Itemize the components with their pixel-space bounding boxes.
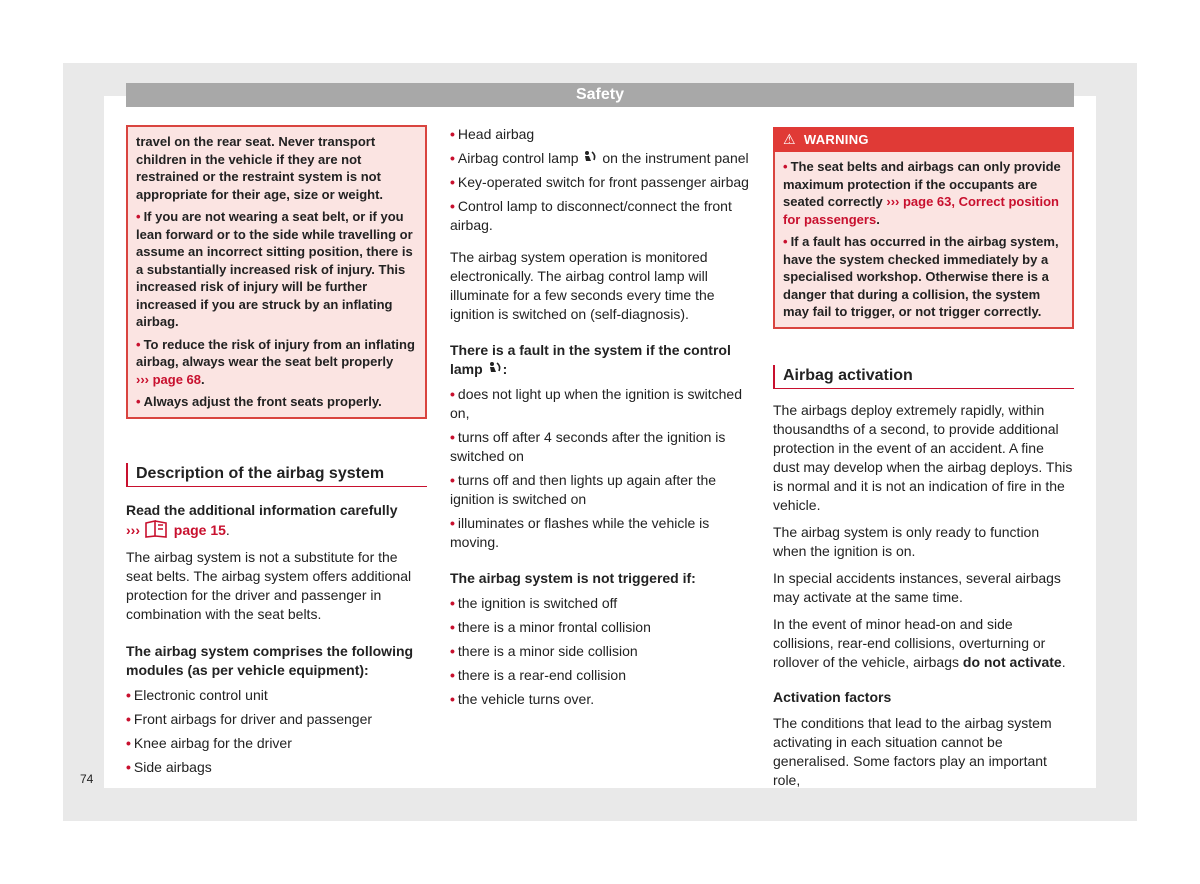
warning-header: ⚠ WARNING (773, 127, 1074, 152)
list-item: • Knee airbag for the driver (126, 734, 292, 751)
bullet-icon: • (450, 595, 455, 611)
warning-text: travel on the rear seat. Never transport children in the vehicle if they are not restrained or the restraint system is not appropriate for their age, size or weight. (136, 134, 384, 202)
warning-item: • To reduce the risk of injury from an inflating airbag, always wear the seat belt properly ››› page 68. (136, 336, 415, 387)
book-icon (144, 520, 170, 538)
paragraph: In the event of minor head-on and side collisions, rear-end collisions, overturning or rollover of the vehicle, airbags do not activate. (773, 615, 1066, 670)
list-item: • there is a minor side collision (450, 643, 638, 659)
bullet-icon: • (450, 619, 455, 635)
bullet-icon: • (783, 159, 788, 174)
paragraph: The airbag system is only ready to function when the ignition is on. (773, 523, 1040, 559)
fault-heading: There is a fault in the system if the control lamp : (450, 342, 731, 377)
bullet-icon: • (450, 126, 455, 142)
warning-item: • The seat belts and airbags can only provide maximum protection if the occupants are seated correctly ››› page 63, Correct position for passengers. (783, 159, 1061, 227)
paragraph: The conditions that lead to the airbag system activating in each situation cannot be generalised. Some factors play an important role, (773, 714, 1052, 788)
list-item: • Airbag control lamp on the instrument panel (450, 150, 749, 166)
arrows-icon: ››› (126, 521, 140, 538)
warning-continuation-box (126, 125, 427, 419)
bullet-icon: • (126, 758, 131, 775)
bullet-icon: • (126, 734, 131, 751)
list-item: • Front airbags for driver and passenger (126, 710, 373, 727)
activation-factors-heading: Activation factors (773, 688, 892, 705)
list-item: • the vehicle turns over. (450, 691, 595, 707)
not-triggered-heading: The airbag system is not triggered if: (450, 570, 696, 586)
read-info-link-line: ››› page 15. (126, 521, 230, 538)
list-item: • Key-operated switch for front passenger airbag (450, 174, 749, 190)
page-link[interactable]: ››› page 63, Correct position for passengers (783, 194, 1059, 227)
list-item: • there is a minor frontal collision (450, 619, 651, 635)
read-info-heading: Read the additional information carefully (126, 501, 398, 518)
list-item: • does not light up when the ignition is switched on, (450, 386, 742, 421)
warning-box (773, 152, 1074, 329)
airbag-lamp-icon (582, 150, 598, 164)
section-title-activation: Airbag activation (773, 365, 1074, 389)
list-item: • turns off and then lights up again after the ignition is switched on (450, 472, 717, 507)
modules-heading: The airbag system comprises the following modules (as per vehicle equipment): (126, 642, 414, 678)
bullet-icon: • (450, 472, 455, 488)
bullet-icon: • (136, 336, 141, 352)
warning-triangle-icon: ⚠ (783, 131, 796, 147)
bullet-icon: • (450, 174, 455, 190)
bullet-icon: • (450, 667, 455, 683)
list-item: • Electronic control unit (126, 686, 268, 703)
airbag-lamp-icon (487, 361, 503, 375)
paragraph: The airbags deploy extremely rapidly, within thousandths of a second, to provide additional protection in the event of an accident. A fine dust may develop when the airbag deploys. This is normal and it is not an indication of fire in the vehicle. (773, 401, 1073, 513)
section-title-description: Description of the airbag system (126, 463, 427, 487)
list-item: • Side airbags (126, 758, 212, 775)
section-header: Safety (126, 83, 1074, 107)
page-number: 74 (80, 772, 94, 786)
list-item: • illuminates or flashes while the vehicle is moving. (450, 515, 710, 550)
bullet-icon: • (136, 209, 141, 224)
bullet-icon: • (450, 643, 455, 659)
bullet-icon: • (126, 710, 131, 727)
paragraph: In special accidents instances, several airbags may activate at the same time. (773, 569, 1061, 605)
page-link[interactable]: page 15 (173, 521, 226, 538)
bullet-icon: • (136, 394, 141, 409)
paragraph: The airbag system operation is monitored electronically. The airbag control lamp will illuminate for a few seconds every time the ignition is switched on (self-diagnosis). (450, 249, 715, 322)
list-item: • Head airbag (450, 126, 535, 142)
bullet-icon: • (450, 429, 455, 445)
warning-item: • If a fault has occurred in the airbag system, have the system checked immediately by a specialised workshop. Otherwise there is a danger that during a collision, the system may fail to trigger, or not trigger correctly. (783, 234, 1059, 319)
bullet-icon: • (450, 515, 455, 531)
bullet-icon: • (450, 198, 455, 214)
list-item: • the ignition is switched off (450, 595, 618, 611)
bullet-icon: • (450, 386, 455, 402)
bullet-icon: • (450, 691, 455, 707)
warning-item: • Always adjust the front seats properly. (136, 394, 382, 409)
bullet-icon: • (450, 150, 455, 166)
column-left (126, 122, 427, 777)
page-link[interactable]: ››› page 68 (136, 371, 202, 387)
paragraph: The airbag system is not a substitute for the seat belts. The airbag system offers additional protection for the driver and passenger in combination with the seat belts. (126, 548, 412, 622)
bullet-icon: • (783, 234, 788, 249)
list-item: • there is a rear-end collision (450, 667, 626, 683)
list-item: • turns off after 4 seconds after the ignition is switched on (450, 429, 726, 464)
column-right (773, 127, 1074, 790)
warning-item: • If you are not wearing a seat belt, or if you lean forward or to the side while travelling or assume an incorrect sitting position, there is a substantially increased risk of injury. This increased risk of injury will be further increased if you are struck by an inflating airbag. (136, 209, 413, 329)
list-item: • Control lamp to disconnect/connect the front airbag. (450, 198, 732, 233)
bullet-icon: • (126, 686, 131, 703)
column-middle (450, 125, 751, 709)
